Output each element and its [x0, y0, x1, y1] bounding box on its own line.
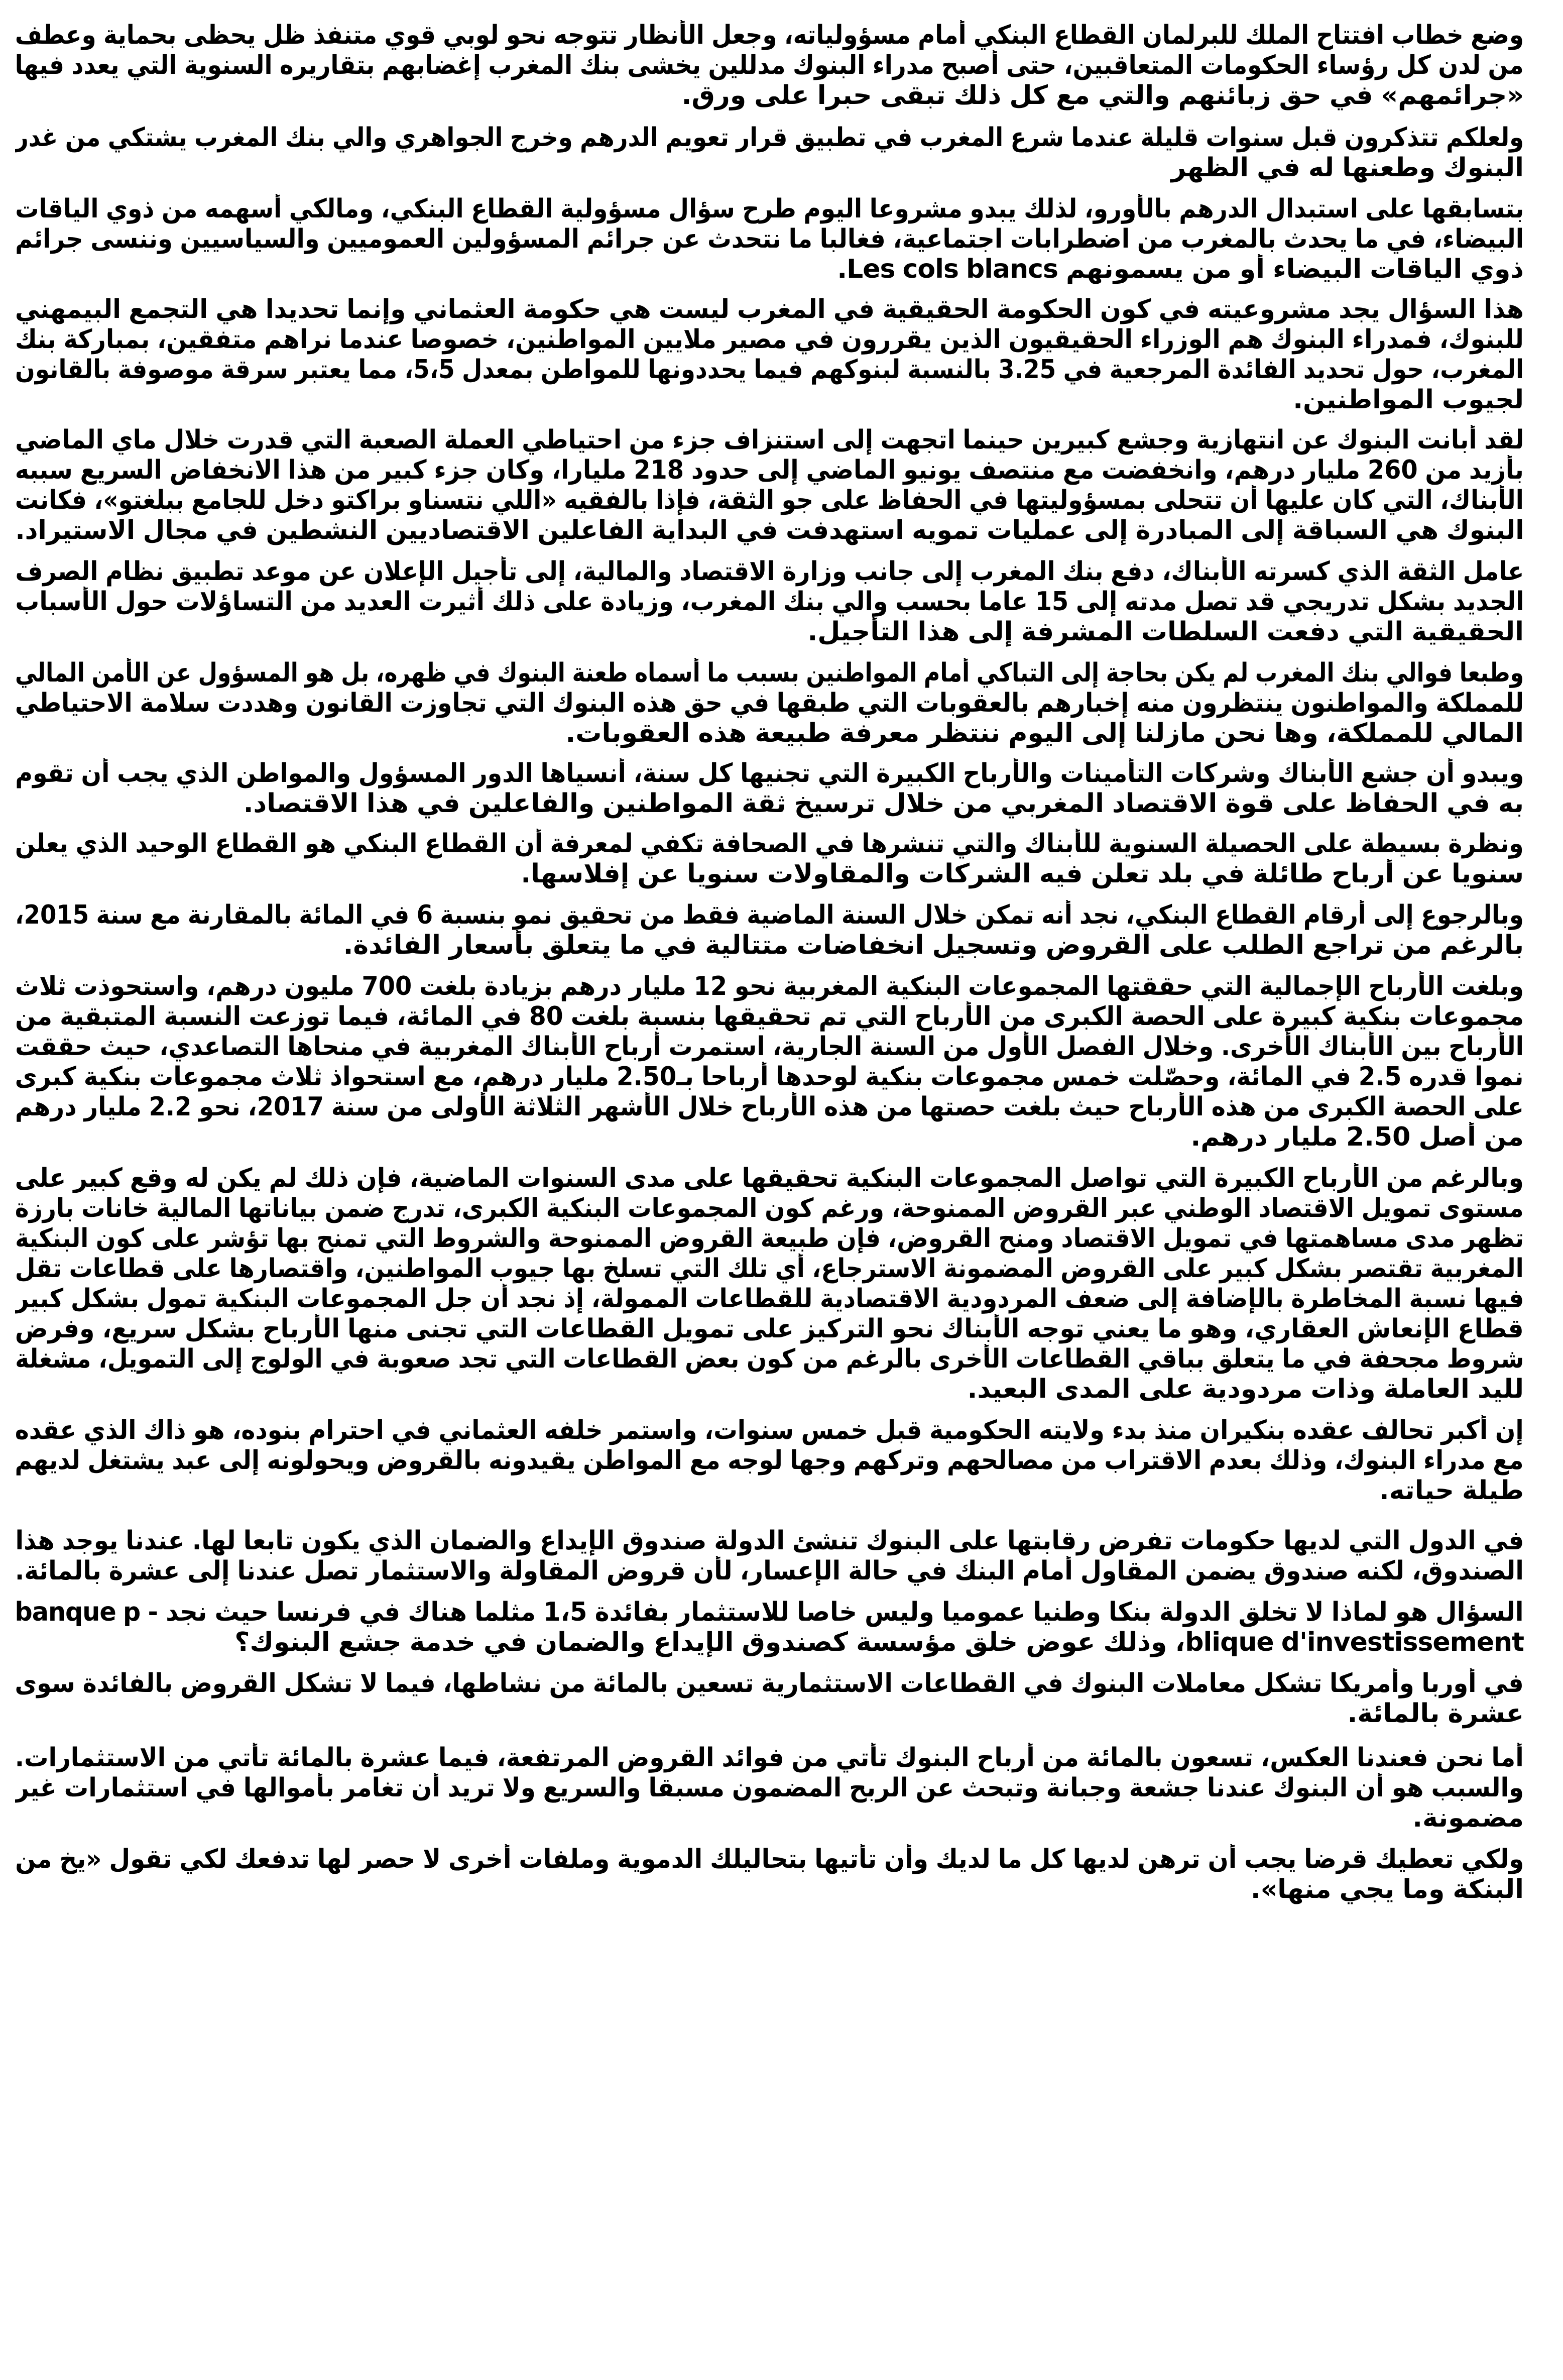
- article-line: في الدول التي لديها حكومات تفرض رقابتها على البنوك تنشئ الدولة صندوق الإيداع والضمان الذي يكون تابعا لها. عندنا يوجد هذا: [15, 1526, 1524, 1556]
- article-line: عشرة بالمائة.: [1347, 1698, 1524, 1729]
- article-paragraph: [15, 1844, 1524, 1904]
- article-line: ونظرة بسيطة على الحصيلة السنوية للأبناك والتي تنشرها في الصحافة تكفي لمعرفة أن القطاع البنكي هو القطاع الوحيد الذي يعلن: [15, 829, 1524, 859]
- article-line: الأرباح بين الأبناك الأخرى. وخلال الفصل الأول من السنة الجارية، استمرت أرباح الأبناك المغربية في منحاها التصاعدي، حيث حققت: [15, 1032, 1524, 1062]
- article-line: بتسابقها على استبدال الدرهم بالأورو، لذلك يبدو مشروعا اليوم طرح سؤال مسؤولية القطاع البنكي، ومالكي أسهمه من ذوي الياقات: [15, 194, 1524, 224]
- article-line: بأزيد من 260 مليار درهم، وانخفضت مع منتصف يونيو الماضي إلى حدود 218 مليارا، وكان جزء كبير من هذا الانخفاض السريع سببه: [15, 455, 1524, 485]
- article-line: به في الحفاظ على قوة الاقتصاد المغربي من خلال ترسيخ ثقة المواطنين والفاعلين في هذا الاقتصاد.: [243, 788, 1524, 819]
- article-paragraph: [15, 971, 1524, 1152]
- article-paragraph: [15, 1668, 1524, 1729]
- article-paragraph: [15, 194, 1524, 284]
- article-line: في أوربا وأمريكا تشكل معاملات البنوك في القطاعات الاستثمارية تسعين بالمائة من نشاطها، فيما لا تشكل القروض بالفائدة سوى: [15, 1668, 1524, 1698]
- article-line: والسبب هو أن البنوك عندنا جشعة وجبانة وتبحث عن الربح المضمون مسبقا والسريع ولا تريد أن تغامر بأموالها في استثمارات غير: [15, 1773, 1524, 1803]
- article-line: للبنوك، فمدراء البنوك هم الوزراء الحقيقيون الذين يقررون في مصير ملايين المواطنين، خصوصا عندما نراهم متفقين، بمباركة بنك: [15, 324, 1524, 355]
- article-line: «جرائمهم» في حق زبائنهم والتي مع كل ذلك تبقى حبرا على ورق.: [681, 80, 1524, 110]
- article-line: الأبناك، التي كان عليها أن تتحلى بمسؤوليتها في الحفاظ على جو الثقة، فإذا بالفقيه «اللي نتسناو براكتو دخل للجامع ببلغتو»، فكانت: [15, 485, 1524, 515]
- article-paragraph: [15, 1163, 1524, 1404]
- article-line: الصندوق، لكنه صندوق يضمن المقاول أمام البنك في حالة الإعسار، لأن قروض المقاولة والاستثمار تصل عندنا إلى عشرة بالمائة.: [15, 1556, 1524, 1586]
- article-line: عامل الثقة الذي كسرته الأبناك، دفع بنك المغرب إلى جانب وزارة الاقتصاد والمالية، إلى تأجيل الإعلان عن موعد تطبيق نظام الصرف: [15, 556, 1524, 587]
- article-paragraph: [15, 1526, 1524, 1586]
- article-line: نموا قدره 2.5 في المائة، وحصّلت خمس مجموعات بنكية لوحدها أرباحا بـ2.50 مليار درهم، مع استحواذ ثلاث مجموعات بنكية كبرى: [15, 1062, 1524, 1092]
- article-line: وضع خطاب افتتاح الملك للبرلمان القطاع البنكي أمام مسؤولياته، وجعل الأنظار تتوجه نحو لوبي قوي متنفذ ظل يحظى بحماية وعطف: [15, 20, 1524, 50]
- article-paragraph: [15, 1597, 1524, 1657]
- article-line: وطبعا فوالي بنك المغرب لم يكن بحاجة إلى التباكي أمام المواطنين بسبب ما أسماه طعنة البنوك في ظهره، بل هو المسؤول عن الأمن المالي: [15, 658, 1524, 688]
- article-line: ويبدو أن جشع الأبناك وشركات التأمينات والأرباح الكبيرة التي تجنيها كل سنة، أنسياها الدور المسؤول والمواطن الذي يجب أن تقوم: [15, 758, 1524, 788]
- article-line: الجديد بشكل تدريجي قد تصل مدته إلى 15 عاما بحسب والي بنك المغرب، وزيادة على ذلك أثيرت العديد من التساؤلات حول الأسباب: [15, 587, 1524, 617]
- article-paragraph: [15, 20, 1524, 110]
- article-line: وبالرغم من الأرباح الكبيرة التي تواصل المجموعات البنكية تحقيقها على مدى السنوات الماضية، فإن ذلك لم يكن له وقع كبير على: [15, 1163, 1524, 1193]
- article-paragraph: [15, 425, 1524, 545]
- article-line: سنويا عن أرباح طائلة في بلد تعلن فيه الشركات والمقاولات سنويا عن إفلاسها.: [521, 859, 1524, 889]
- article-paragraph: [15, 1415, 1524, 1506]
- article-line: ولكي تعطيك قرضا يجب أن ترهن لديها كل ما لديك وأن تأتيها بتحاليلك الدموية وملفات أخرى لا حصر لها تدفعك لكي تقول «يخ من: [15, 1844, 1524, 1874]
- article-line: المغربية تقتصر بشكل كبير على القروض المضمونة الاسترجاع، أي تلك التي تسلخ بها جيوب المواطنين، واقتصارها على قطاعات تقل: [15, 1254, 1524, 1284]
- article-paragraph: [15, 294, 1524, 415]
- article-line: هذا السؤال يجد مشروعيته في كون الحكومة الحقيقية في المغرب ليست هي حكومة العثماني وإنما تحديدا هي التجمع البيمهني: [15, 294, 1524, 324]
- article-line: البنوك هي السباقة إلى المبادرة إلى عمليات تمويه استهدفت في البداية الفاعلين الاقتصاديين النشطين في مجال الاستيراد.: [15, 515, 1524, 545]
- article-line: البيضاء، في ما يحدث بالمغرب من اضطرابات اجتماعية، فغالبا ما نتحدث عن جرائم المسؤولين العموميين والسياسيين وننسى جرائم: [15, 224, 1524, 254]
- article-line: البنوك وطعنها له في الظهر: [1171, 153, 1524, 183]
- article-line: المغرب، حول تحديد الفائدة المرجعية في 3.25 بالنسبة لبنوكهم فيما يحددونها للمواطن بمعدل 5،5، مما يعتبر سرقة موصوفة بالقانون: [15, 355, 1524, 385]
- article-line: وبالرجوع إلى أرقام القطاع البنكي، نجد أنه تمكن خلال السنة الماضية فقط من تحقيق نمو بنسبة 6 في المائة بالمقارنة مع سنة 2015،: [15, 900, 1524, 930]
- article-line: مستوى تمويل الاقتصاد الوطني عبر القروض الممنوحة، ورغم كون المجموعات البنكية الكبرى، تدرج ضمن بياناتها المالية خانات بارزة: [15, 1193, 1524, 1223]
- article-paragraph: [15, 829, 1524, 889]
- article-paragraph: [15, 123, 1524, 183]
- article-line: البنكة وما يجي منها».: [1250, 1874, 1524, 1904]
- article-line: قطاع الإنعاش العقاري، وهو ما يعني توجه الأبناك نحو التركيز على تمويل القطاعات التي تجنى منها الأرباح بشكل سريع، وفرض: [15, 1314, 1524, 1344]
- article-line: من أصل 2.50 مليار درهم.: [1190, 1122, 1524, 1152]
- article-line: الحقيقية التي دفعت السلطات المشرفة إلى هذا التأجيل.: [807, 617, 1524, 647]
- article-line: ولعلكم تتذكرون قبل سنوات قليلة عندما شرع المغرب في تطبيق قرار تعويم الدرهم وخرج الجواهري والي بنك المغرب يشتكي من غدر: [15, 123, 1524, 153]
- article-line: إن أكبر تحالف عقده بنكيران منذ بدء ولايته الحكومية قبل خمس سنوات، واستمر خلفه العثماني في احترام بنوده، هو ذاك الذي عقده: [15, 1415, 1524, 1445]
- article-page: [15, 20, 1524, 2370]
- article-line: على الحصة الكبرى من هذه الأرباح حيث بلغت حصتها من هذه الأرباح خلال الأشهر الثلاثة الأولى من سنة 2017، نحو 2.2 مليار درهم: [15, 1092, 1524, 1122]
- article-paragraph: [15, 1743, 1524, 1833]
- article-line: مع مدراء البنوك، وذلك بعدم الاقتراب من مصالحهم وتركهم وجها لوجه مع المواطن يقيدونه بالقروض ويحولونه إلى عبد يشتغل لديهم: [15, 1445, 1524, 1476]
- article-paragraph: [15, 758, 1524, 819]
- article-line: مضمونة.: [1412, 1803, 1524, 1833]
- article-line: السؤال هو لماذا لا تخلق الدولة بنكا وطنيا عموميا وليس خاصا للاستثمار بفائدة 1،5 مثلما هناك في فرنسا حيث نجد - banque p: [15, 1597, 1524, 1627]
- article-line: للمملكة والمواطنون ينتظرون منه إخبارهم بالعقوبات التي طبقها في حق هذه البنوك التي تجاوزت القانون وهددت سلامة الاحتياطي: [15, 688, 1524, 718]
- article-line: blique d'investissement، وذلك عوض خلق مؤسسة كصندوق الإيداع والضمان في خدمة جشع البنوك؟: [234, 1627, 1524, 1657]
- article-line: وبلغت الأرباح الإجمالية التي حققتها المجموعات البنكية المغربية نحو 12 مليار درهم بزيادة بلغت 700 مليون درهم، واستحوذت ثلاث: [15, 971, 1524, 1001]
- article-paragraph: [15, 658, 1524, 748]
- article-line: شروط مجحفة في ما يتعلق بباقي القطاعات الأخرى بالرغم من كون بعض القطاعات التي تجد صعوبة في الولوج إلى التمويل، مشغلة: [15, 1344, 1524, 1374]
- article-line: فيها نسبة المخاطرة بالإضافة إلى ضعف المردودية الاقتصادية للقطاعات الممولة، إذ نجد أن جل المجموعات البنكية تمول بشكل كبير: [15, 1284, 1524, 1314]
- article-line: بالرغم من تراجع الطلب على القروض وتسجيل انخفاضات متتالية في ما يتعلق بأسعار الفائدة.: [343, 930, 1524, 960]
- article-line: لجيوب المواطنين.: [1293, 385, 1524, 415]
- article-line: طيلة حياته.: [1379, 1476, 1524, 1506]
- article-line: تظهر مدى مساهمتها في تمويل الاقتصاد ومنح القروض، فإن طبيعة القروض الممنوحة والشروط التي تمنح بها تؤشر على كون البنكية: [15, 1223, 1524, 1254]
- article-line: لليد العاملة وذات مردودية على المدى البعيد.: [967, 1374, 1524, 1404]
- article-line: من لدن كل رؤساء الحكومات المتعاقبين، حتى أصبح مدراء البنوك مدللين يخشى بنك المغرب إغضابهم بتقاريره السنوية التي يعدد فيها: [15, 50, 1524, 80]
- article-paragraph: [15, 556, 1524, 647]
- article-line: لقد أبانت البنوك عن انتهازية وجشع كبيرين حينما اتجهت إلى استنزاف جزء من احتياطي العملة الصعبة التي قدرت خلال ماي الماضي: [15, 425, 1524, 455]
- article-paragraph: [15, 900, 1524, 960]
- article-line: ذوي الياقات البيضاء أو من يسمونهم Les cols blancs.: [837, 254, 1524, 284]
- article-line: المالي للمملكة، وها نحن مازلنا إلى اليوم ننتظر معرفة طبيعة هذه العقوبات.: [565, 718, 1524, 748]
- article-line: أما نحن فعندنا العكس، تسعون بالمائة من أرباح البنوك تأتي من فوائد القروض المرتفعة، فيما عشرة بالمائة تأتي من الاستثمارات.: [15, 1743, 1524, 1773]
- article-line: مجموعات بنكية كبيرة على الحصة الكبرى من الأرباح التي تم تحقيقها بنسبة بلغت 80 في المائة، فيما توزعت النسبة المتبقية من: [15, 1001, 1524, 1032]
